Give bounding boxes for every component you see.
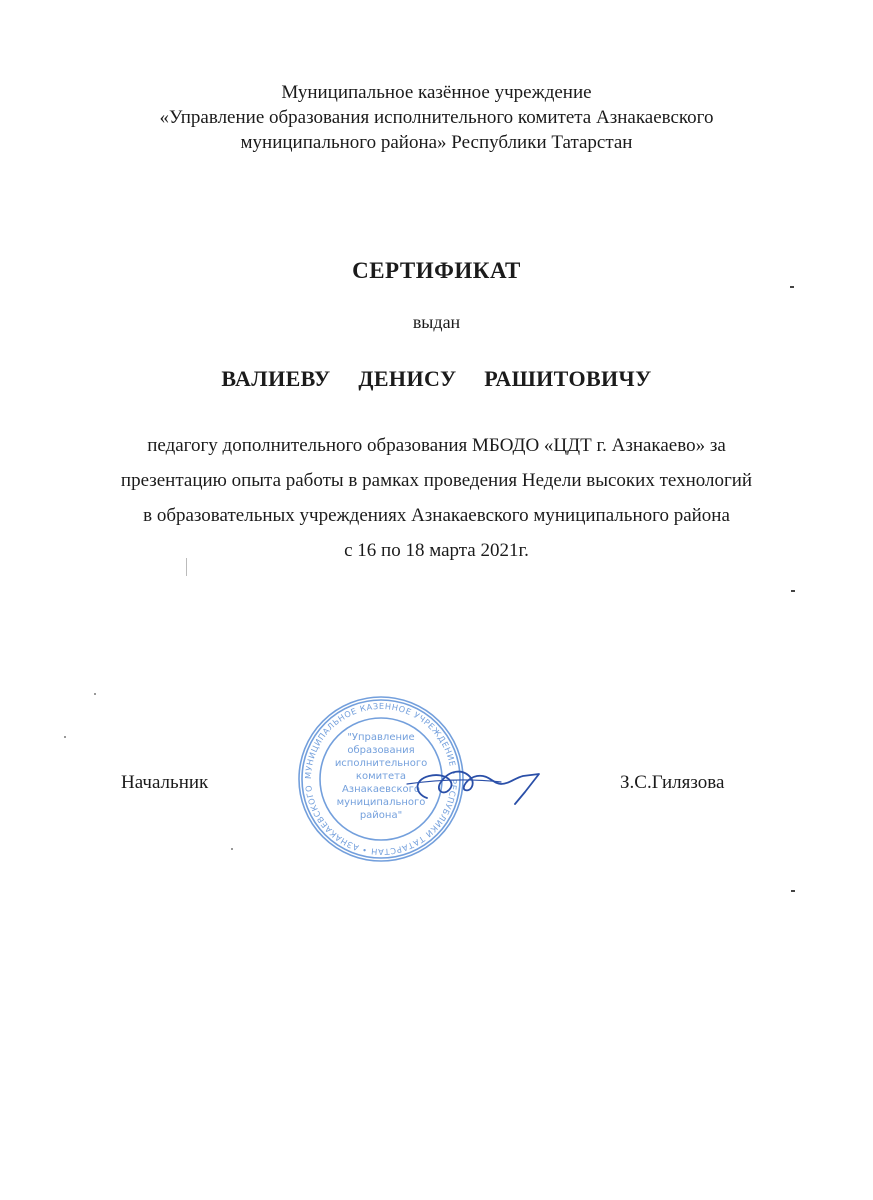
certificate-title: СЕРТИФИКАТ bbox=[352, 258, 521, 283]
stamp-line: "Управление bbox=[347, 732, 415, 743]
scan-speck bbox=[791, 590, 795, 592]
stamp-line: комитета bbox=[355, 771, 407, 782]
recipient-name: ВАЛИЕВУ ДЕНИСУ РАШИТОВИЧУ bbox=[221, 366, 652, 391]
issuer-header bbox=[0, 80, 873, 155]
body-line: в образовательных учреждениях Азнакаевского муниципального района bbox=[143, 505, 730, 526]
stamp-line: Азнакаевского bbox=[341, 784, 421, 795]
signer-name: З.С.Гилязова bbox=[620, 772, 725, 793]
body-line: педагогу дополнительного образования МБОДО «ЦДТ г. Азнакаево» за bbox=[147, 435, 726, 456]
issuer-line-2: «Управление образования исполнительного комитета Азнакаевского bbox=[159, 107, 714, 128]
scan-speck bbox=[186, 558, 187, 576]
stamp-line: района" bbox=[359, 810, 403, 821]
body-line: с 16 по 18 марта 2021г. bbox=[344, 540, 529, 561]
scan-speck bbox=[790, 286, 794, 288]
stamp-line: муниципального bbox=[336, 797, 426, 808]
issuer-line-3: муниципального района» Республики Татарстан bbox=[240, 132, 633, 153]
scan-speck bbox=[64, 736, 66, 738]
certificate-body bbox=[0, 428, 873, 568]
body-line: презентацию опыта работы в рамках проведения Недели высоких технологий bbox=[120, 470, 753, 491]
signer-position: Начальник bbox=[121, 772, 209, 793]
stamp-line: образования bbox=[347, 745, 415, 756]
scan-speck bbox=[791, 890, 795, 892]
scan-speck bbox=[94, 693, 96, 695]
scan-speck bbox=[231, 848, 233, 850]
handwritten-signature bbox=[405, 760, 555, 810]
stamp-line: исполнительного bbox=[334, 758, 428, 769]
stamp-ring-text: МУНИЦИПАЛЬНОЕ КАЗЕННОЕ УЧРЕЖДЕНИЕ • РЕСПУБЛИКИ ТАТАРСТАН • АЗНАКАЕВСКОГО bbox=[302, 700, 460, 858]
issued-label: выдан bbox=[412, 312, 461, 332]
issuer-line-1: Муниципальное казённое учреждение bbox=[281, 82, 592, 103]
